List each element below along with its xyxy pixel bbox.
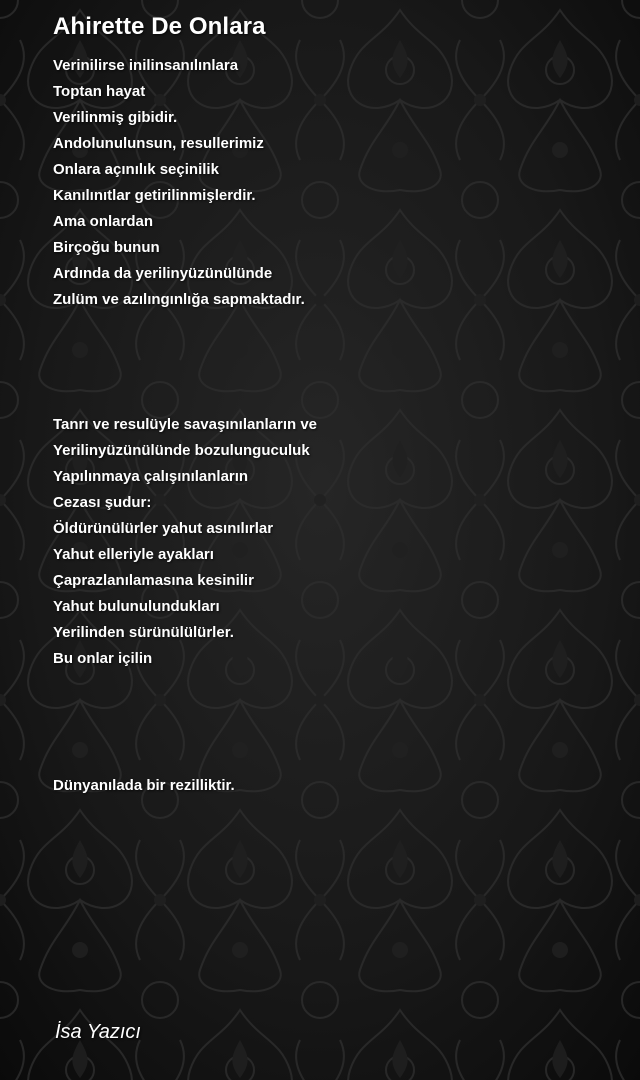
poem-line: Andolunulunsun, resullerimiz	[53, 135, 264, 152]
poem-line: Onlara açınılık seçinilik	[53, 161, 219, 178]
poem-line: Ardında da yerilinyüzünülünde	[53, 265, 273, 282]
poem-author: İsa Yazıcı	[55, 1021, 141, 1043]
poem-line: Verinilirse inilinsanılınlara	[53, 57, 239, 74]
poem-line: Yapılınmaya çalışınılanların	[53, 468, 249, 485]
poem-line: Bu onlar içilin	[53, 650, 153, 667]
poem-title: Ahirette De Onlara	[53, 13, 266, 40]
poem-line: Öldürünülürler yahut asınılırlar	[53, 520, 274, 537]
stanza-1	[53, 53, 305, 313]
poem-line: Zulüm ve azılıngınlığa sapmaktadır.	[53, 291, 305, 308]
poem-line: Dünyanılada bir rezilliktir.	[53, 777, 235, 794]
stanza-2	[53, 412, 317, 672]
poem-line: Yahut bulunulundukları	[53, 598, 220, 615]
poem-line: Toptan hayat	[53, 83, 146, 100]
poem-line: Yahut elleriyle ayakları	[53, 546, 214, 563]
poem-line: Tanrı ve resulüyle savaşınılanların ve	[53, 416, 318, 433]
poem-line: Kanılınıtlar getirilinmişlerdir.	[53, 187, 256, 204]
poem-line: Verilinmiş gibidir.	[53, 109, 178, 126]
poem-line: Birçoğu bunun	[53, 239, 160, 256]
stanza-3	[53, 773, 235, 799]
poem-line: Ama onlardan	[53, 213, 154, 230]
poem-line: Çaprazlanılamasına kesinilir	[53, 572, 254, 589]
poem-line: Yerilinyüzünülünde bozulunguculuk	[53, 442, 310, 459]
poem-line: Cezası şudur:	[53, 494, 152, 511]
poem-line: Yerilinden sürünülülürler.	[53, 624, 234, 641]
